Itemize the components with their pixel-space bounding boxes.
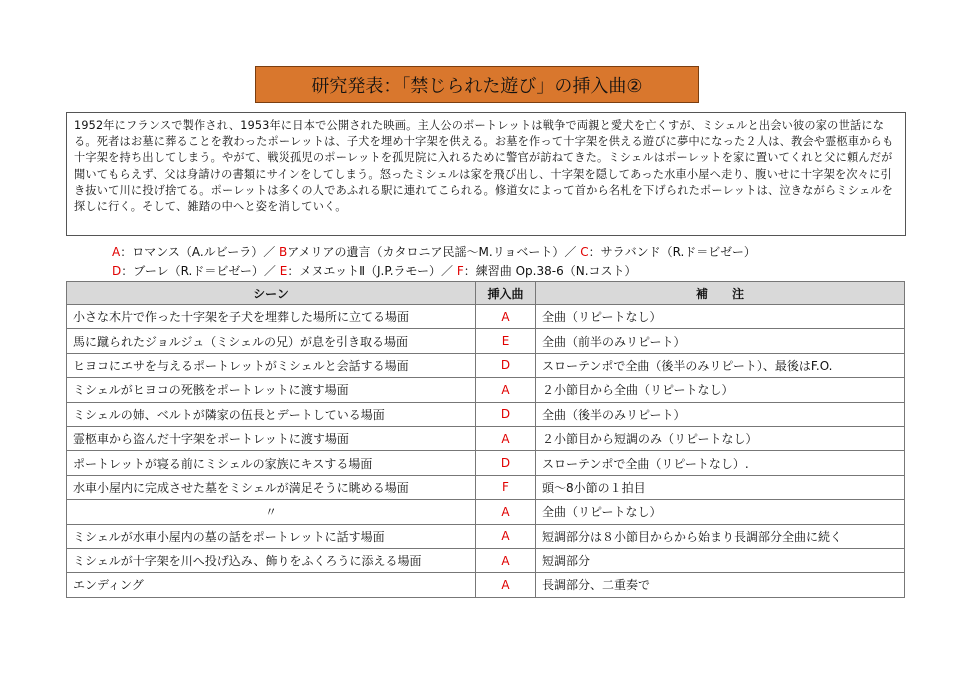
scene-cell: ヒヨコにエサを与えるポートレットがミシェルと会話する場面: [67, 353, 476, 377]
music-code-cell: A: [476, 500, 536, 524]
music-code-cell: A: [476, 548, 536, 572]
table-row: [67, 451, 905, 475]
legend-key-a: A: [112, 245, 121, 259]
table-row: [67, 353, 905, 377]
note-cell: ２小節目から短調のみ（リピートなし）: [536, 426, 905, 450]
table-body: [67, 305, 905, 598]
legend-text-d: ：ブーレ（R.ド＝ビゼー）／: [121, 264, 276, 278]
table-row: [67, 329, 905, 353]
music-code-cell: A: [476, 378, 536, 402]
scene-cell: 馬に蹴られたジョルジュ（ミシェルの兄）が息を引き取る場面: [67, 329, 476, 353]
scene-cell: ミシェルが水車小屋内の墓の話をポートレットに話す場面: [67, 524, 476, 548]
note-cell: 全曲（後半のみリピート）: [536, 402, 905, 426]
table-header-row: [67, 282, 905, 305]
table-row: [67, 402, 905, 426]
legend-key-d: D: [112, 264, 122, 278]
legend-line-2: [112, 262, 637, 279]
scene-cell: ミシェルの姉、ベルトが隣家の伍長とデートしている場面: [67, 402, 476, 426]
scene-cell: 〃: [67, 500, 476, 524]
note-cell: 全曲（前半のみリピート）: [536, 329, 905, 353]
note-cell: 長調部分、二重奏で: [536, 573, 905, 597]
music-code-cell: A: [476, 573, 536, 597]
music-code-cell: A: [476, 305, 536, 329]
legend-key-e: E: [279, 264, 288, 278]
table-row: [67, 426, 905, 450]
music-code-cell: A: [476, 524, 536, 548]
note-cell: スローテンポで全曲（後半のみリピート）、最後はF.O.: [536, 353, 905, 377]
note-cell: 短調部分: [536, 548, 905, 572]
header-scene: シーン: [67, 282, 476, 305]
legend-key-c: C: [580, 245, 589, 259]
music-code-cell: E: [476, 329, 536, 353]
legend-line-1: [112, 243, 756, 260]
scene-cell: ミシェルがヒヨコの死骸をポートレットに渡す場面: [67, 378, 476, 402]
table-row: [67, 524, 905, 548]
legend-key-b: B: [279, 245, 288, 259]
legend-text-a: ：ロマンス（A.ルビーラ）／: [120, 245, 276, 259]
legend-text-c: ：サラバンド（R.ド＝ビゼー）: [588, 245, 756, 259]
music-code-cell: A: [476, 426, 536, 450]
page-title: 研究発表：「禁じられた遊び」の挿入曲②: [255, 66, 699, 103]
music-code-cell: F: [476, 475, 536, 499]
scene-cell: 水車小屋内に完成させた墓をミシェルが満足そうに眺める場面: [67, 475, 476, 499]
scene-cell: 霊柩車から盗んだ十字架をポートレットに渡す場面: [67, 426, 476, 450]
note-cell: 全曲（リピートなし）: [536, 305, 905, 329]
table-row: [67, 305, 905, 329]
note-cell: スローテンポで全曲（リピートなし）.: [536, 451, 905, 475]
legend-text-b: アメリアの遺言（カタロニア民謡〜M.リョベート）／: [287, 245, 577, 259]
table-row: [67, 500, 905, 524]
table-row: [67, 378, 905, 402]
scene-cell: 小さな木片で作った十字架を子犬を埋葬した場所に立てる場面: [67, 305, 476, 329]
table-row: [67, 573, 905, 597]
note-cell: 頭〜8小節の１拍目: [536, 475, 905, 499]
header-notes: 補 注: [536, 282, 905, 305]
table-row: [67, 548, 905, 572]
note-cell: 短調部分は８小節目からから始まり長調部分全曲に続く: [536, 524, 905, 548]
legend-text-f: ：練習曲 Op.38-6（N.コスト）: [463, 264, 637, 278]
header-insert-music: 挿入曲: [476, 282, 536, 305]
music-code-cell: D: [476, 353, 536, 377]
scene-cell: ポートレットが寝る前にミシェルの家族にキスする場面: [67, 451, 476, 475]
note-cell: 全曲（リピートなし）: [536, 500, 905, 524]
synopsis-box: 1952年にフランスで製作され、1953年に日本で公開された映画。主人公のポートレットは戦争で両親と愛犬を亡くすが、ミシェルと出会い彼の家の世話になる。死者はお墓に葬ることを教わったポーレットは、子犬を埋め十字架を供える。お墓を作って十字架を供える遊びに夢中になった２人は、教会や霊柩車からも十字架を持ち出してしまう。やがて、戦災孤児のポーレットを孤児院に入れるために警官が訪ねてきた。ミシェルはポーレットを家に置いてくれと父に頼んだが聞いてもらえず、父は身請けの書類にサインをしてしまう。怒ったミシェルは家を飛び出し、十字架を隠してあった水車小屋へ走り、腹いせに十字架を次々に引き抜いて川に投げ捨てる。ポーレットは多くの人であふれる駅に連れてこられる。修道女によって首から名札を下げられたポーレットは、泣きながらミシェルを探しに行く。そして、雑踏の中へと姿を消していく。: [66, 112, 906, 236]
music-code-cell: D: [476, 402, 536, 426]
legend-key-f: F: [456, 264, 464, 278]
scene-cell: エンディング: [67, 573, 476, 597]
scene-music-table: [66, 281, 905, 598]
music-code-cell: D: [476, 451, 536, 475]
scene-cell: ミシェルが十字架を川へ投げ込み、飾りをふくろうに添える場面: [67, 548, 476, 572]
legend-text-e: ：メヌエットⅡ（J.P.ラモー）／: [287, 264, 454, 278]
table-row: [67, 475, 905, 499]
note-cell: ２小節目から全曲（リピートなし）: [536, 378, 905, 402]
